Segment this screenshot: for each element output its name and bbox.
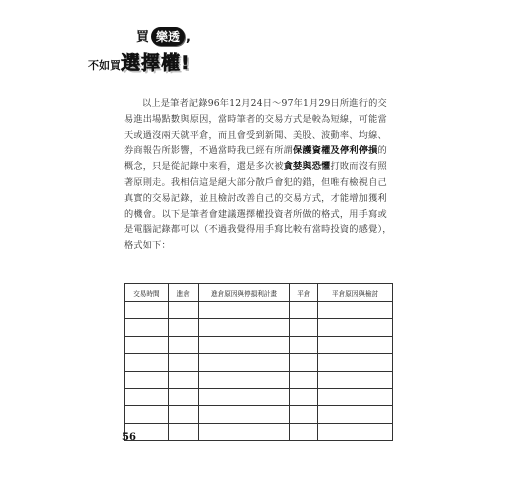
table-cell <box>125 302 169 319</box>
lottery-bubble: 樂透 <box>151 27 185 46</box>
paragraph-part3: 打敗而沒有照著原則走。我相信這是絕大部分散戶會犯的錯，但唯有檢視自己真實的交易記錄，並且檢討改善自己的交易方式，才能增加獲利的機會。以下是筆者會建議選擇權投資者所做的格式，用手寫或是電腦記錄都可以（不過我覺得用手寫比較有當時投資的感覺），格式如下： <box>124 161 392 252</box>
table-cell <box>290 406 318 423</box>
table-cell <box>318 302 393 319</box>
header-better-text: 不如買 <box>88 59 121 72</box>
header-line1 <box>136 26 191 46</box>
paragraph-and: 及 <box>330 145 340 157</box>
table-cell <box>168 354 198 371</box>
col-entry-reason: 進倉原因與停損利計畫 <box>198 284 290 302</box>
page-number: 56 <box>122 432 136 443</box>
table-cell <box>318 354 393 371</box>
table-row <box>125 371 393 388</box>
table-cell <box>290 336 318 353</box>
table-cell <box>318 388 393 405</box>
table-cell <box>168 302 198 319</box>
table-row <box>125 302 393 319</box>
col-entry: 進倉 <box>168 284 198 302</box>
table-header-row <box>125 284 393 302</box>
table-cell <box>198 319 290 336</box>
table-cell <box>168 336 198 353</box>
table-row <box>125 336 393 353</box>
table-row <box>125 388 393 405</box>
table-cell <box>198 406 290 423</box>
table-cell <box>125 319 169 336</box>
header-options-title: 選擇權! <box>121 52 191 74</box>
header-line2 <box>88 48 191 75</box>
table-row <box>125 319 393 336</box>
table-cell <box>290 319 318 336</box>
table-cell <box>125 354 169 371</box>
table-cell <box>290 302 318 319</box>
table-cell <box>198 388 290 405</box>
body-paragraph <box>124 96 394 254</box>
table-cell <box>318 336 393 353</box>
table-cell <box>290 354 318 371</box>
bold-term-protect: 保護資權 <box>292 145 331 157</box>
table-cell <box>318 319 393 336</box>
paragraph-part2: 的概念，只是從記錄中來看，還是多次被 <box>124 145 387 173</box>
section-header <box>88 22 248 74</box>
table-cell <box>168 371 198 388</box>
table-cell <box>168 406 198 423</box>
bold-term-stop: 停利停損 <box>339 145 378 157</box>
table-cell <box>168 423 198 440</box>
table-cell <box>198 423 290 440</box>
table-cell <box>318 371 393 388</box>
header-buy-text: 買 <box>136 30 150 45</box>
table-cell <box>168 319 198 336</box>
table-cell <box>198 302 290 319</box>
table-cell <box>125 371 169 388</box>
paragraph-part1: 以上是筆者記錄96年12月24日～97年1月29日所進行的交易進出場點數與原因，當時筆者的交易方式是較為短線，可能當天或過沒兩天就平倉，而且會受到新聞、美股、波動率、均線、券商報告所影響，不過當時我已經有所謂 <box>124 98 387 157</box>
table-cell <box>318 423 393 440</box>
col-close: 平倉 <box>290 284 318 302</box>
table-cell <box>198 354 290 371</box>
col-trade-time: 交易時間 <box>125 284 169 302</box>
table-cell <box>125 336 169 353</box>
table-cell <box>290 371 318 388</box>
table-cell <box>168 388 198 405</box>
table-cell <box>290 423 318 440</box>
table-cell <box>198 336 290 353</box>
header-comma: , <box>186 30 191 45</box>
col-close-reason: 平倉原因與檢討 <box>318 284 393 302</box>
table-cell <box>290 388 318 405</box>
table-row <box>125 406 393 423</box>
table-cell <box>198 371 290 388</box>
table-cell <box>318 406 393 423</box>
table-row <box>125 423 393 440</box>
bold-term-greed-fear: 貪婪與恐懼 <box>283 161 331 173</box>
trade-log-table <box>124 283 393 441</box>
table-row <box>125 354 393 371</box>
table-cell <box>125 406 169 423</box>
table-cell <box>125 388 169 405</box>
